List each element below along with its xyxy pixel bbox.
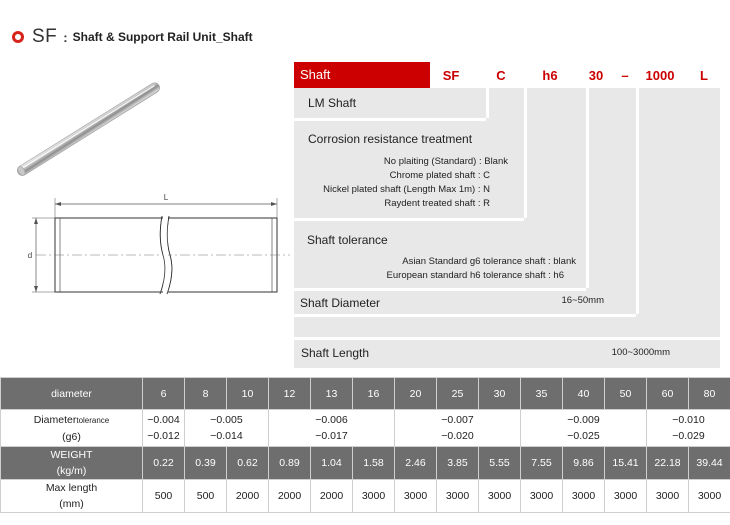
weight-cell: 3.85 bbox=[437, 447, 479, 480]
max-length-cell: 3000 bbox=[647, 480, 689, 513]
max-length-label: Max length (mm) bbox=[1, 480, 143, 513]
diameter-title: Shaft Diameter bbox=[300, 296, 381, 310]
shaft-photo bbox=[14, 80, 164, 180]
max-length-cell: 3000 bbox=[353, 480, 395, 513]
weight-cell: 2.46 bbox=[395, 447, 437, 480]
max-length-cell: 3000 bbox=[437, 480, 479, 513]
length-dimension-label: L bbox=[163, 193, 169, 202]
max-length-cell: 2000 bbox=[269, 480, 311, 513]
corrosion-option: Nickel plated shaft (Length Max 1m) : N bbox=[323, 184, 490, 195]
max-length-row bbox=[1, 480, 730, 513]
diameter-cell: 80 bbox=[689, 378, 730, 410]
code-length: 1000 bbox=[645, 68, 675, 83]
weight-cell: 0.62 bbox=[227, 447, 269, 480]
weight-cell: 0.22 bbox=[143, 447, 185, 480]
diameter-cell: 40 bbox=[563, 378, 605, 410]
tolerance-cell: −0.005 −0.014 bbox=[185, 410, 269, 447]
weight-cell: 0.89 bbox=[269, 447, 311, 480]
page-title bbox=[12, 26, 253, 48]
tolerance-label-unit: (g6) bbox=[62, 430, 81, 443]
lm-shaft-label: LM Shaft bbox=[308, 96, 357, 110]
diameter-cell: 12 bbox=[269, 378, 311, 410]
corrosion-option: No plaiting (Standard) : Blank bbox=[383, 156, 508, 167]
diameter-cell: 35 bbox=[521, 378, 563, 410]
tolerance-cell: −0.009 −0.025 bbox=[521, 410, 647, 447]
code-coating: C bbox=[496, 68, 506, 83]
diameter-row bbox=[1, 378, 730, 410]
tolerance-label-main: Diameter bbox=[33, 413, 77, 426]
separator bbox=[294, 288, 586, 291]
title-separator: : bbox=[63, 29, 68, 45]
diameter-cell: 60 bbox=[647, 378, 689, 410]
weight-cell: 1.58 bbox=[353, 447, 395, 480]
max-length-cell: 2000 bbox=[227, 480, 269, 513]
separator bbox=[294, 118, 486, 121]
separator bbox=[294, 218, 524, 221]
max-length-cell: 3000 bbox=[521, 480, 563, 513]
product-name: Shaft & Support Rail Unit_Shaft bbox=[72, 30, 253, 44]
tolerance-cell: −0.007 −0.020 bbox=[395, 410, 521, 447]
ordering-code-header bbox=[294, 62, 720, 88]
weight-label: WEIGHT (kg/m) bbox=[1, 447, 143, 480]
diameter-cell: 13 bbox=[311, 378, 353, 410]
diameter-cell: 8 bbox=[185, 378, 227, 410]
weight-cell: 15.41 bbox=[605, 447, 647, 480]
max-length-cell: 2000 bbox=[311, 480, 353, 513]
weight-cell: 9.86 bbox=[563, 447, 605, 480]
diameter-cell: 50 bbox=[605, 378, 647, 410]
separator bbox=[586, 88, 589, 288]
separator bbox=[294, 337, 720, 340]
shaft-header-label: Shaft bbox=[294, 62, 430, 88]
separator bbox=[294, 314, 636, 317]
tolerance-cell: −0.006 −0.017 bbox=[269, 410, 395, 447]
tolerance-cell: −0.010 −0.029 bbox=[647, 410, 730, 447]
tolerance-label bbox=[1, 410, 143, 447]
weight-cell: 5.55 bbox=[479, 447, 521, 480]
code-diameter: 30 bbox=[588, 68, 604, 83]
corrosion-title: Corrosion resistance treatment bbox=[308, 132, 473, 146]
weight-cell: 7.55 bbox=[521, 447, 563, 480]
diameter-cell: 10 bbox=[227, 378, 269, 410]
code-tolerance: h6 bbox=[542, 68, 558, 83]
tolerance-option: European standard h6 tolerance shaft : h6 bbox=[386, 270, 564, 281]
max-length-cell: 500 bbox=[143, 480, 185, 513]
tolerance-title: Shaft tolerance bbox=[307, 233, 388, 247]
weight-cell: 1.04 bbox=[311, 447, 353, 480]
separator bbox=[524, 88, 527, 218]
max-length-cell: 3000 bbox=[605, 480, 647, 513]
corrosion-option: Raydent treated shaft : R bbox=[384, 198, 490, 209]
max-length-cell: 3000 bbox=[479, 480, 521, 513]
separator bbox=[486, 88, 489, 118]
corrosion-option: Chrome plated shaft : C bbox=[389, 170, 490, 181]
weight-cell: 39.44 bbox=[689, 447, 730, 480]
tolerance-cell: −0.004 −0.012 bbox=[143, 410, 185, 447]
separator bbox=[636, 88, 639, 314]
max-length-cell: 3000 bbox=[689, 480, 730, 513]
diameter-label: diameter bbox=[1, 378, 143, 410]
diameter-cell: 20 bbox=[395, 378, 437, 410]
shaft-dimension-drawing bbox=[22, 188, 294, 303]
tolerance-option: Asian Standard g6 tolerance shaft : blank bbox=[402, 256, 576, 267]
length-title: Shaft Length bbox=[301, 346, 370, 360]
diameter-dimension-label: d bbox=[27, 251, 33, 260]
max-length-cell: 3000 bbox=[395, 480, 437, 513]
diameter-cell: 30 bbox=[479, 378, 521, 410]
diameter-range: 16~50mm bbox=[561, 295, 604, 306]
length-range: 100~3000mm bbox=[611, 347, 670, 358]
diameter-cell: 16 bbox=[353, 378, 395, 410]
code-series: SF bbox=[442, 68, 460, 83]
code-dash: – bbox=[621, 68, 629, 83]
tolerance-row bbox=[1, 410, 730, 447]
diameter-cell: 25 bbox=[437, 378, 479, 410]
max-length-cell: 3000 bbox=[563, 480, 605, 513]
max-length-cell: 500 bbox=[185, 480, 227, 513]
weight-row bbox=[1, 447, 730, 480]
weight-cell: 22.18 bbox=[647, 447, 689, 480]
product-code: SF bbox=[32, 26, 58, 47]
bullet-icon bbox=[12, 31, 24, 43]
diameter-cell: 6 bbox=[143, 378, 185, 410]
weight-cell: 0.39 bbox=[185, 447, 227, 480]
code-length-unit: L bbox=[700, 68, 708, 83]
tolerance-label-sub: tolerance bbox=[76, 415, 110, 425]
spec-table bbox=[0, 377, 730, 513]
